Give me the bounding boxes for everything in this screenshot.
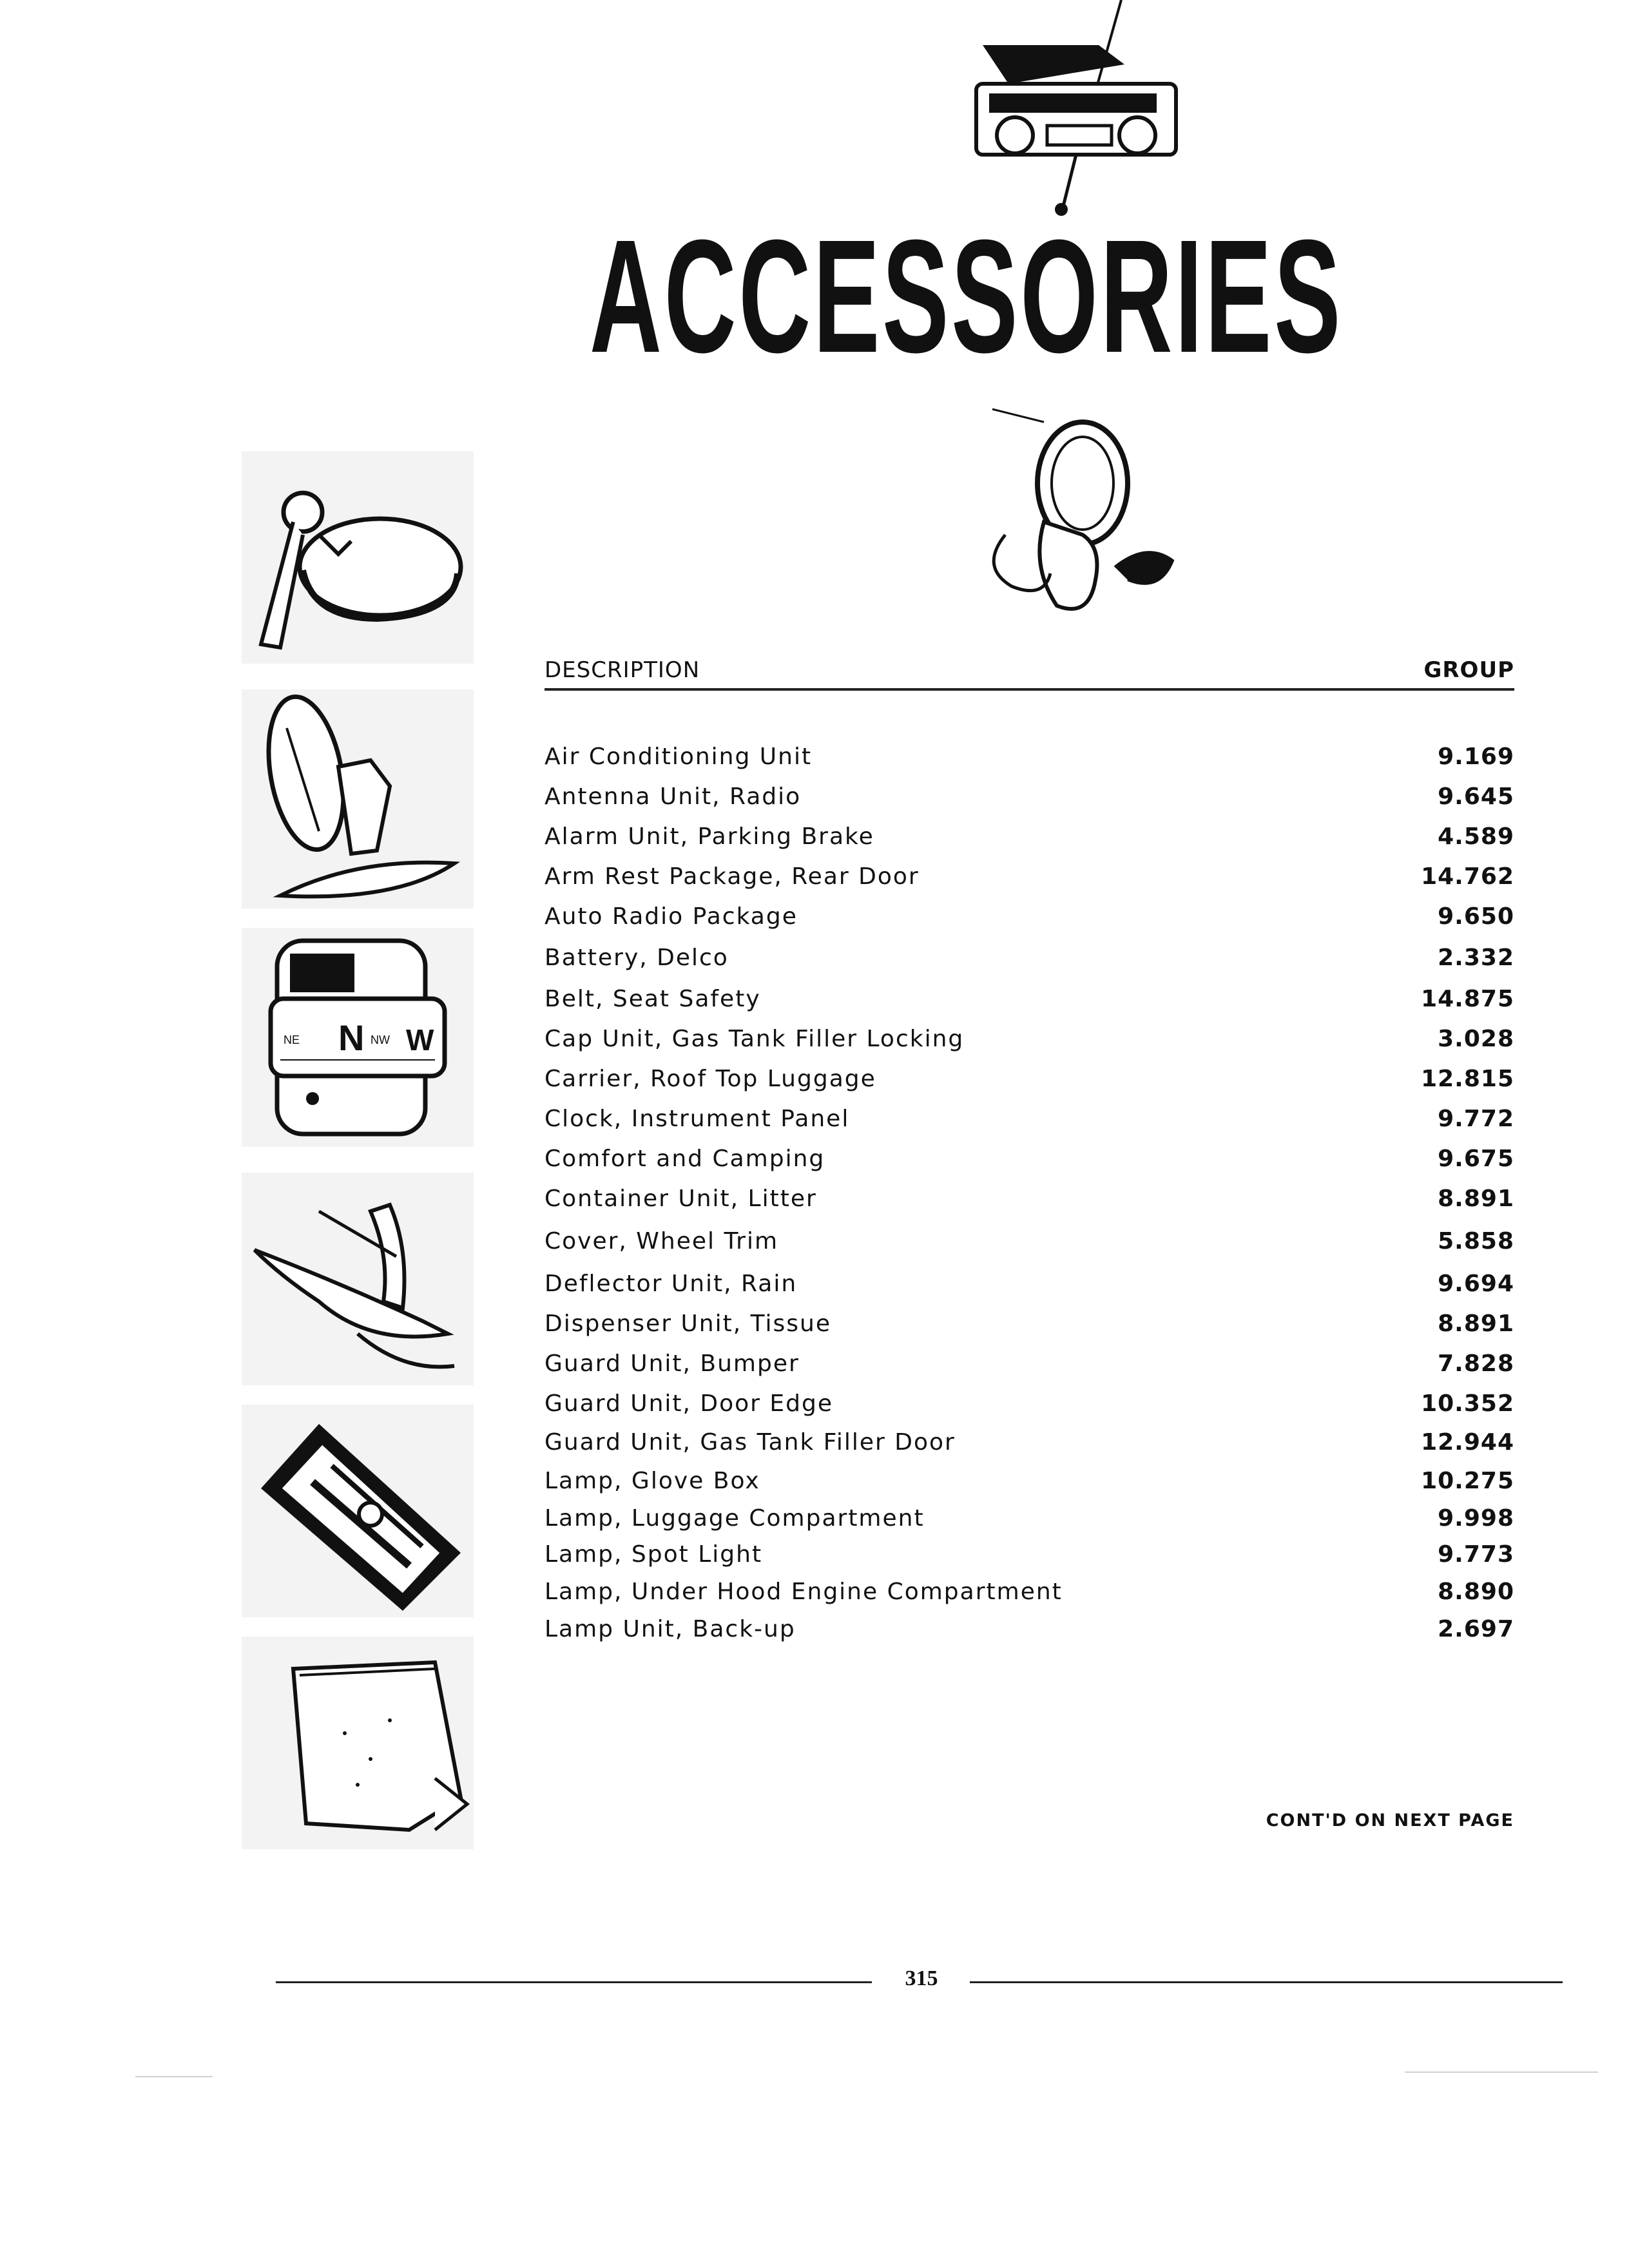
list-item [545,1139,1514,1179]
list-item [545,1019,1514,1059]
item-group-number: 8.891 [1438,1186,1514,1212]
scan-speck [135,2076,213,2077]
list-item [545,777,1514,817]
compass-west-letter: W [406,1023,434,1057]
item-group-number: 9.998 [1438,1505,1514,1532]
list-item [545,1384,1514,1424]
item-description: Belt, Seat Safety [545,986,761,1012]
item-description: Lamp Unit, Back-up [545,1616,796,1642]
item-description: Lamp, Under Hood Engine Compartment [545,1579,1063,1605]
item-group-number: 9.773 [1438,1541,1514,1568]
item-description: Comfort and Camping [545,1146,825,1172]
item-group-number: 12.944 [1421,1429,1514,1456]
list-item [545,737,1514,777]
group-column-header: GROUP [1423,657,1514,683]
description-column-header: DESCRIPTION [545,657,700,683]
list-item [545,979,1514,1019]
item-description: Lamp, Spot Light [545,1541,763,1568]
list-item [545,1572,1514,1612]
item-description: Guard Unit, Door Edge [545,1390,834,1417]
page-title: ACCESSORIES [590,206,1344,386]
item-group-number: 2.332 [1438,945,1514,971]
item-description: Auto Radio Package [545,903,798,930]
list-item [545,817,1514,857]
item-group-number: 9.675 [1438,1146,1514,1172]
item-description: Arm Rest Package, Rear Door [545,863,920,890]
spotlight-illustration [967,387,1199,625]
list-item [545,1610,1514,1649]
list-item [545,1423,1514,1463]
list-item [545,1461,1514,1501]
compass-northwest-letter: NW [371,1033,390,1046]
list-item [545,857,1514,897]
compass-illustration [242,928,474,1147]
item-description: Guard Unit, Bumper [545,1350,800,1377]
tool-kit-illustration [242,1405,474,1617]
item-description: Container Unit, Litter [545,1186,817,1212]
item-group-number: 10.352 [1421,1390,1514,1417]
item-group-number: 12.815 [1421,1066,1514,1092]
car-radio-illustration [963,0,1195,219]
item-description: Guard Unit, Gas Tank Filler Door [545,1429,956,1456]
item-group-number: 9.772 [1438,1106,1514,1132]
item-group-number: 9.645 [1438,783,1514,810]
item-group-number: 9.650 [1438,903,1514,930]
list-item [545,1535,1514,1575]
list-item [545,1179,1514,1219]
item-group-number: 9.694 [1438,1271,1514,1297]
item-group-number: 5.858 [1438,1228,1514,1254]
footer-rule-right [970,1981,1563,1983]
item-group-number: 10.275 [1421,1468,1514,1494]
list-item [545,1222,1514,1262]
item-description: Cover, Wheel Trim [545,1228,779,1254]
list-item [545,1344,1514,1384]
side-mirror-illustration [242,689,474,908]
item-description: Alarm Unit, Parking Brake [545,823,874,850]
gas-cap-illustration [242,451,474,664]
item-group-number: 8.891 [1438,1311,1514,1337]
list-item [545,1499,1514,1539]
item-group-number: 2.697 [1438,1616,1514,1642]
item-group-number: 14.875 [1421,986,1514,1012]
item-group-number: 14.762 [1421,863,1514,890]
hood-ornament-illustration [242,1173,474,1385]
page-number: 315 [905,1966,938,1990]
item-description: Clock, Instrument Panel [545,1106,850,1132]
item-group-number: 8.890 [1438,1579,1514,1605]
item-description: Antenna Unit, Radio [545,783,802,810]
item-description: Lamp, Glove Box [545,1468,760,1494]
item-description: Cap Unit, Gas Tank Filler Locking [545,1026,965,1052]
list-item [545,1099,1514,1139]
item-description: Battery, Delco [545,945,729,971]
litter-bag-illustration [242,1637,474,1849]
continued-note: CONT'D ON NEXT PAGE [1266,1811,1514,1831]
compass-north-letter: N [338,1017,365,1058]
list-item [545,938,1514,978]
footer-rule-left [276,1981,872,1983]
list-item [545,1304,1514,1344]
scan-speck [1405,2071,1598,2073]
item-description: Carrier, Roof Top Luggage [545,1066,876,1092]
list-item [545,1059,1514,1099]
item-group-number: 3.028 [1438,1026,1514,1052]
item-description: Dispenser Unit, Tissue [545,1311,831,1337]
item-group-number: 7.828 [1438,1350,1514,1377]
header-rule [545,688,1514,691]
item-description: Lamp, Luggage Compartment [545,1505,925,1532]
item-description: Air Conditioning Unit [545,744,813,770]
item-group-number: 9.169 [1438,744,1514,770]
item-group-number: 4.589 [1438,823,1514,850]
list-item [545,1264,1514,1304]
compass-northeast-letter: NE [284,1033,300,1046]
list-item [545,897,1514,937]
item-description: Deflector Unit, Rain [545,1271,798,1297]
